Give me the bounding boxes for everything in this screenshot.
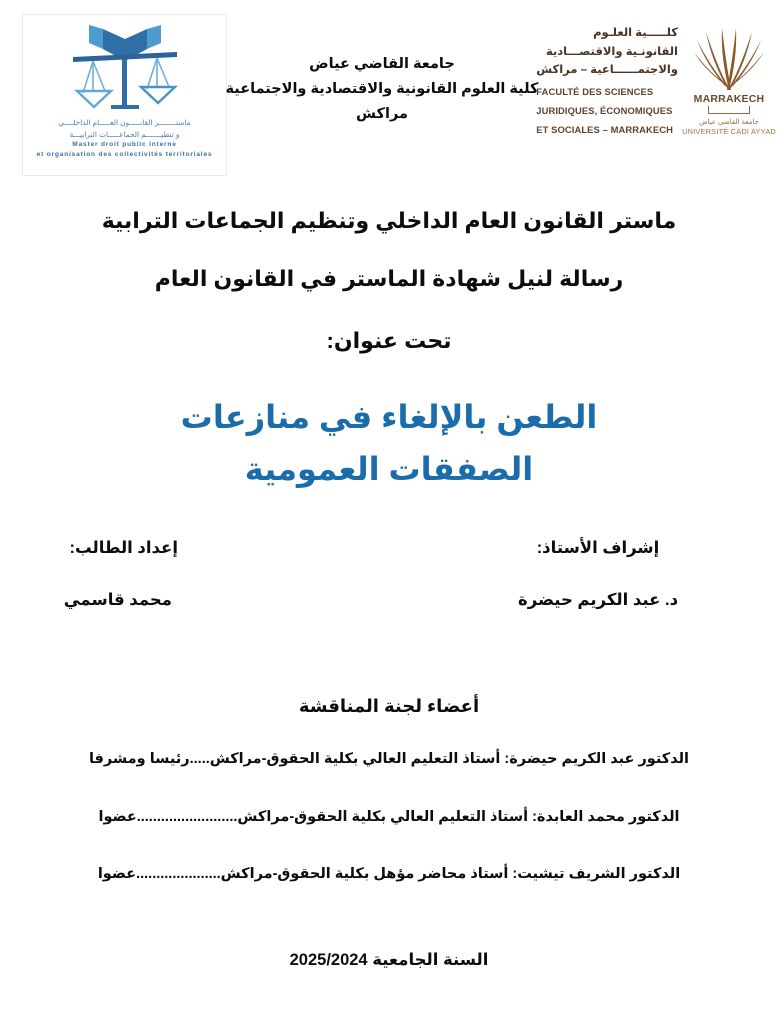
- jury-member: الدكتور عبد الكريم حيضرة: أستاذ التعليم العالي بكلية الحقوق-مراكش.....رئيسا ومشرفا: [88, 751, 690, 767]
- program-line: ماستر القانون العام الداخلي وتنظيم الجماعات الترابية: [101, 208, 677, 233]
- academic-year: السنة الجامعية 2025/2024: [289, 951, 489, 969]
- supervisor-name: د. عبد الكريم حيضرة: [517, 591, 679, 609]
- faculty-logo: [536, 22, 776, 168]
- faculty-mark-word: MARRAKECH: [693, 93, 765, 105]
- master-logo-arabic-line-1: ماستــــــــر القانـــــون العـــــام الداخلــــي: [58, 118, 191, 127]
- student-block: [64, 538, 178, 610]
- page-header: [0, 0, 778, 190]
- jury-heading: أعضاء لجنة المناقشة: [298, 696, 480, 716]
- supervisor-block: [418, 538, 778, 610]
- master-program-logo: [22, 14, 227, 176]
- faculty-logo-arabic-line-3: والاجتمــــــاعية – مراكش: [536, 64, 678, 77]
- jury-list: [0, 752, 778, 925]
- faculty-mark-underline: [708, 106, 750, 114]
- faculty-logo-arabic-line-1: كلـــــية العلـوم: [593, 27, 678, 39]
- faculty-logo-mark: [682, 22, 776, 168]
- faculty-logo-french-line-1: FACULTÉ DES SCIENCES: [536, 85, 654, 97]
- jury-member: الدكتور محمد العابدة: أستاذ التعليم العالي بكلية الحقوق-مراكش.........................عضوا: [98, 808, 680, 825]
- university-header-text: [222, 52, 542, 127]
- master-logo-french-line-1: Master droit public interne: [72, 141, 177, 149]
- faculty-mark-french: UNIVERSITÉ CADI AYYAD: [682, 127, 776, 136]
- faculty-logo-arabic-line-2: القانونـية والاقتصـــادية: [545, 45, 678, 58]
- people-row: [0, 538, 778, 628]
- master-logo-arabic-line-2: و تنظيـــــــم الجماعـــــات الترابيـــة: [69, 129, 180, 139]
- university-city: مراكش: [356, 105, 408, 122]
- jury-member: الدكتور الشريف تيشيت: أستاذ محاضر مؤهل بكلية الحقوق-مراكش.....................عضوا: [97, 866, 681, 882]
- book-and-scales-emblem: [59, 21, 191, 117]
- master-logo-french-line-2: et organisation des collectivités territoriales: [36, 151, 213, 159]
- degree-line: رسالة لنيل شهادة الماستر في القانون العام: [154, 266, 624, 291]
- thesis-title: [0, 392, 778, 496]
- supervisor-label: إشراف الأستاذ:: [536, 539, 660, 557]
- student-name: محمد قاسمي: [63, 591, 172, 609]
- faculty-logo-text: [536, 22, 678, 168]
- palm-fan-emblem: [691, 22, 767, 92]
- university-name: جامعة القاضي عياض: [309, 56, 455, 72]
- faculty-logo-french-line-3: ET SOCIALES – MARRAKECH: [536, 123, 673, 135]
- faculty-mark-arabic: جامعة القاضي عياض: [699, 119, 759, 126]
- under-title-label: تحت عنوان:: [326, 328, 452, 353]
- faculty-logo-french-line-2: JURIDIQUES, ÉCONOMIQUES: [536, 104, 673, 116]
- thesis-title-line-2: الصفقات العمومية: [244, 450, 534, 487]
- student-label: إعداد الطالب:: [69, 539, 178, 557]
- faculty-name: كلية العلوم القانونية والاقتصادية والاجتماعية: [225, 80, 539, 97]
- thesis-title-line-1: الطعن بالإلغاء في منازعات: [180, 399, 598, 435]
